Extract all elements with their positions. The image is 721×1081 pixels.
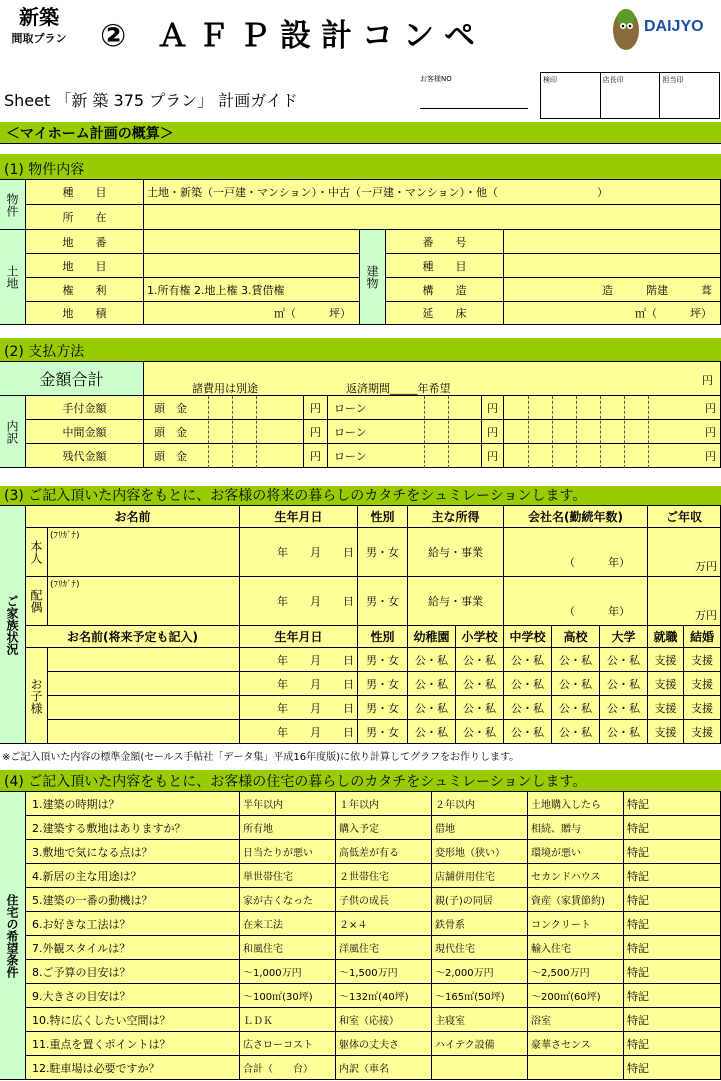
s4-option[interactable]: 子供の成長 xyxy=(336,888,432,912)
s4-option[interactable]: 合計（ 台） xyxy=(240,1056,336,1080)
s3-family-label: ご家族状況 xyxy=(0,506,26,744)
s4-option[interactable]: 資産（家賃節約) xyxy=(528,888,624,912)
s3-kid-school[interactable]: 公・私 xyxy=(600,672,648,696)
s4-option[interactable]: 和風住宅 xyxy=(240,936,336,960)
s3-self-income[interactable]: 給与・事業 xyxy=(408,528,504,577)
s3-kid-school[interactable]: 公・私 xyxy=(456,696,504,720)
s4-special[interactable]: 特記 xyxy=(624,984,721,1008)
stamp-inspection[interactable]: 検印 xyxy=(541,73,601,118)
s1-left-value[interactable] xyxy=(144,230,360,254)
s4-question: 5.建築の一番の動機は？ xyxy=(26,888,240,912)
s3-kid-name[interactable] xyxy=(48,696,240,720)
s4-option[interactable]: 広さローコスト xyxy=(240,1032,336,1056)
s4-option[interactable]: 輸入住宅 xyxy=(528,936,624,960)
s3-kids-header: 大学 xyxy=(600,626,648,648)
s3-kids-header: 小学校 xyxy=(456,626,504,648)
s4-question: 1.建築の時期は？ xyxy=(26,792,240,816)
s3-kid-name[interactable] xyxy=(48,672,240,696)
s4-option[interactable]: ～200㎡(60坪) xyxy=(528,984,624,1008)
s1-right-label: 構 造 xyxy=(386,278,504,302)
s3-kid-school[interactable]: 公・私 xyxy=(408,696,456,720)
s2-breakdown-label: 内訳 xyxy=(0,396,26,468)
s4-option[interactable]: 所有地 xyxy=(240,816,336,840)
s4-option[interactable]: 土地購入したら xyxy=(528,792,624,816)
s4-option[interactable]: ～1,000万円 xyxy=(240,960,336,984)
s3-kid-birth[interactable]: 年 月 日 xyxy=(240,696,358,720)
brand-bottom: 間取プラン xyxy=(11,32,67,45)
s2-digit-divider xyxy=(576,396,577,468)
s1-bukken-label: 物件 xyxy=(0,180,26,230)
s4-option[interactable]: 変形地（狭い） xyxy=(432,840,528,864)
s1-right-value[interactable] xyxy=(504,254,721,278)
s4-special[interactable]: 特記 xyxy=(624,816,721,840)
s4-special[interactable]: 特記 xyxy=(624,912,721,936)
s3-kid-school[interactable]: 公・私 xyxy=(600,720,648,744)
s2-row-label: 手付金額 xyxy=(26,396,144,420)
s3-kid-school[interactable]: 公・私 xyxy=(408,720,456,744)
s3-kid-birth[interactable]: 年 月 日 xyxy=(240,720,358,744)
s4-special[interactable]: 特記 xyxy=(624,936,721,960)
s2-total-yen: 円 xyxy=(702,374,713,387)
s4-special[interactable]: 特記 xyxy=(624,792,721,816)
s2-total-label: 金額合計 xyxy=(0,362,144,396)
s4-question: 3.敷地で気になる点は？ xyxy=(26,840,240,864)
s4-option[interactable]: ～2,000万円 xyxy=(432,960,528,984)
s2-digit-divider xyxy=(600,396,601,468)
s3-kid-school[interactable]: 公・私 xyxy=(552,648,600,672)
s4-special[interactable]: 特記 xyxy=(624,1032,721,1056)
s4-option[interactable]: ２年以内 xyxy=(432,792,528,816)
s4-special[interactable]: 特記 xyxy=(624,840,721,864)
s3-header: お名前 xyxy=(26,506,240,528)
s3-header: 性別 xyxy=(358,506,408,528)
s4-question: 12.駐車場は必要ですか？ xyxy=(26,1056,240,1080)
s2-row-down: 頭 金 xyxy=(144,396,304,420)
s2-digit-divider xyxy=(448,396,449,468)
s3-kid-job[interactable]: 支援 xyxy=(648,672,684,696)
s4-special[interactable]: 特記 xyxy=(624,888,721,912)
s4-option[interactable]: セカンドハウス xyxy=(528,864,624,888)
s1-right-value[interactable]: 造 階建 葺 xyxy=(504,278,721,302)
s4-special[interactable]: 特記 xyxy=(624,960,721,984)
s1-bldg-label: 建物 xyxy=(360,230,386,325)
s4-special[interactable]: 特記 xyxy=(624,1056,721,1080)
s4-option[interactable]: ～2,500万円 xyxy=(528,960,624,984)
s3-kid-birth[interactable]: 年 月 日 xyxy=(240,672,358,696)
s2-row-yen2: 円 xyxy=(482,396,504,420)
overview-bar xyxy=(0,122,721,144)
s4-option[interactable]: 豪華さセンス xyxy=(528,1032,624,1056)
s2-row-value[interactable] xyxy=(504,444,721,468)
s3-header: 会社名(勤続年数) xyxy=(504,506,648,528)
s1-left-value[interactable]: ㎡（ 坪） xyxy=(144,302,360,325)
s2-digit-divider xyxy=(624,396,625,468)
s4-option[interactable]: 鉄骨系 xyxy=(432,912,528,936)
s3-kid-school[interactable]: 公・私 xyxy=(408,672,456,696)
s2-row-loan: ローン xyxy=(328,444,482,468)
s4-question: 6.お好きな工法は？ xyxy=(26,912,240,936)
s4-side-label: 住宅の希望条件 xyxy=(0,792,26,1080)
s3-self-annual[interactable]: 万円 xyxy=(648,528,721,577)
s4-option[interactable] xyxy=(528,1056,624,1080)
s2-note: 諸費用は別途 xyxy=(192,382,258,395)
s2-row-yen1: 円 xyxy=(304,420,328,444)
customer-no-field[interactable] xyxy=(420,108,528,109)
s4-question: 8.ご予算の目安は？ xyxy=(26,960,240,984)
s3-header: 生年月日 xyxy=(240,506,358,528)
s4-option[interactable]: 家が古くなった xyxy=(240,888,336,912)
stamp-box xyxy=(540,72,720,119)
s3-self-label: 本人 xyxy=(26,528,48,577)
s1-title: (1) 物件内容 xyxy=(4,162,85,178)
s3-kid-school[interactable]: 公・私 xyxy=(600,696,648,720)
s2-digit-divider xyxy=(232,396,233,468)
s2-row-yen1: 円 xyxy=(304,444,328,468)
s1-addr-value[interactable] xyxy=(144,205,721,230)
s1-left-label: 地 積 xyxy=(26,302,144,325)
s1-type-label: 種 目 xyxy=(26,180,144,205)
s3-kid-school[interactable]: 公・私 xyxy=(504,672,552,696)
s1-right-label: 番 号 xyxy=(386,230,504,254)
s2-row-label: 中間金額 xyxy=(26,420,144,444)
s3-kid-school[interactable]: 公・私 xyxy=(408,648,456,672)
s3-spouse-company[interactable]: （ 年） xyxy=(504,577,648,626)
s4-option[interactable]: 購入予定 xyxy=(336,816,432,840)
s2-row-loan: ローン xyxy=(328,420,482,444)
s4-option[interactable]: 浴室 xyxy=(528,1008,624,1032)
s3-kid-job[interactable]: 支援 xyxy=(648,696,684,720)
s1-left-label: 権 利 xyxy=(26,278,144,302)
s3-kid-birth[interactable]: 年 月 日 xyxy=(240,648,358,672)
s2-row-value[interactable] xyxy=(504,420,721,444)
s1-left-label: 地 番 xyxy=(26,230,144,254)
s3-title-bar xyxy=(0,486,721,506)
s2-digit-divider xyxy=(424,396,425,468)
s2-row-yen1: 円 xyxy=(304,396,328,420)
s4-option[interactable]: 単世帯住宅 xyxy=(240,864,336,888)
s4-option[interactable]: ハイテク設備 xyxy=(432,1032,528,1056)
s3-self-sex[interactable]: 男・女 xyxy=(358,528,408,577)
s1-left-label: 地 目 xyxy=(26,254,144,278)
s2-digit-divider xyxy=(552,396,553,468)
s4-option[interactable]: 在来工法 xyxy=(240,912,336,936)
s3-kid-sex[interactable]: 男・女 xyxy=(358,696,408,720)
s3-footnote: ※ご記入頂いた内容の標準金額(セールス手帖社「データ集」平成16年度版)に依り計算してグラフをお作りします。 xyxy=(2,752,520,763)
s3-kids-header: 幼稚園 xyxy=(408,626,456,648)
s3-kid-school[interactable]: 公・私 xyxy=(456,720,504,744)
s4-option[interactable]: ～165㎡(50坪) xyxy=(432,984,528,1008)
s3-header: 主な所得 xyxy=(408,506,504,528)
s3-kid-school[interactable]: 公・私 xyxy=(552,720,600,744)
s2-digit-divider xyxy=(648,396,649,468)
s3-kid-marriage[interactable]: 支援 xyxy=(684,720,721,744)
s1-type-value[interactable]: 土地・新築（一戸建・マンション）・中古（一戸建・マンション）・他（ ） xyxy=(144,180,721,205)
s2-yen-suffix: 円 xyxy=(705,425,716,439)
stamp-staff[interactable]: 担当印 xyxy=(662,76,684,84)
s3-title: (3) ご記入頂いた内容をもとに、お客様の将来の暮らしのカタチをシュミレーションします。 xyxy=(4,488,587,504)
s2-row-loan: ローン xyxy=(328,396,482,420)
s4-option[interactable]: 現代住宅 xyxy=(432,936,528,960)
s2-title: (2) 支払方法 xyxy=(4,344,85,360)
s3-spouse-name[interactable]: (ﾌﾘｶﾞﾅ) xyxy=(48,577,240,626)
s3-kid-name[interactable] xyxy=(48,720,240,744)
s2-digit-divider xyxy=(528,396,529,468)
s2-title-bar xyxy=(0,338,721,362)
s3-spouse-annual[interactable]: 万円 xyxy=(648,577,721,626)
s3-kid-school[interactable]: 公・私 xyxy=(504,696,552,720)
logo xyxy=(604,4,718,54)
s3-kid-school[interactable]: 公・私 xyxy=(456,648,504,672)
brand-block xyxy=(4,4,74,54)
s2-row-down: 頭 金 xyxy=(144,444,304,468)
s4-option[interactable]: 和室（応接） xyxy=(336,1008,432,1032)
s4-option[interactable]: 環境が悪い xyxy=(528,840,624,864)
s4-question: 4.新居の主な用途は？ xyxy=(26,864,240,888)
s3-kids-header: 高校 xyxy=(552,626,600,648)
s4-option[interactable]: 親(子)の同居 xyxy=(432,888,528,912)
s4-option[interactable]: ～132㎡(40坪) xyxy=(336,984,432,1008)
s4-special[interactable]: 特記 xyxy=(624,864,721,888)
s3-spouse-birth[interactable]: 年 月 日 xyxy=(240,577,358,626)
s3-kid-sex[interactable]: 男・女 xyxy=(358,672,408,696)
s3-kids-header: 就職 xyxy=(648,626,684,648)
s3-kids-header: お名前(将来予定も記入) xyxy=(26,626,240,648)
s3-kid-marriage[interactable]: 支援 xyxy=(684,696,721,720)
s4-special[interactable]: 特記 xyxy=(624,1008,721,1032)
customer-no-label: お客様NO xyxy=(420,75,452,83)
s4-question: 2.建築する敷地はありますか？ xyxy=(26,816,240,840)
s4-option[interactable]: コンクリート xyxy=(528,912,624,936)
brand-top: 新築 xyxy=(19,5,59,29)
s3-kid-school[interactable]: 公・私 xyxy=(600,648,648,672)
s2-row-label: 残代金額 xyxy=(26,444,144,468)
s2-period: 返済期間_____年希望 xyxy=(346,382,451,395)
s3-kid-marriage[interactable]: 支援 xyxy=(684,672,721,696)
s3-kid-job[interactable]: 支援 xyxy=(648,648,684,672)
s2-row-yen2: 円 xyxy=(482,420,504,444)
s4-option[interactable]: 日当たりが悪い xyxy=(240,840,336,864)
s3-spouse-sex[interactable]: 男・女 xyxy=(358,577,408,626)
s3-kid-school[interactable]: 公・私 xyxy=(504,648,552,672)
s3-kids-header: 結婚 xyxy=(684,626,721,648)
s3-spouse-label: 配偶 xyxy=(26,577,48,626)
page-title: ② ＡＦＰ設計コンペ xyxy=(100,18,486,54)
s4-question: 7.外観スタイルは？ xyxy=(26,936,240,960)
s4-question: 11.重点を置くポイントは？ xyxy=(26,1032,240,1056)
s4-option[interactable]: 主寝室 xyxy=(432,1008,528,1032)
s1-left-value[interactable] xyxy=(144,254,360,278)
s3-self-company[interactable]: （ 年） xyxy=(504,528,648,577)
s3-kids-label: お子様 xyxy=(26,648,48,744)
s4-option[interactable]: 借地 xyxy=(432,816,528,840)
s2-row-value[interactable] xyxy=(504,396,721,420)
sheet-subtitle: Sheet 「新 築 375 プラン」 計画ガイド xyxy=(4,91,298,110)
s3-kid-school[interactable]: 公・私 xyxy=(504,720,552,744)
s4-option[interactable]: 内訳（車名 xyxy=(336,1056,432,1080)
s3-kid-job[interactable]: 支援 xyxy=(648,720,684,744)
s4-option[interactable]: 店舗併用住宅 xyxy=(432,864,528,888)
s1-right-value[interactable] xyxy=(504,230,721,254)
s4-option[interactable]: 高低差が有る xyxy=(336,840,432,864)
s3-header: ご年収 xyxy=(648,506,721,528)
s3-kid-sex[interactable]: 男・女 xyxy=(358,720,408,744)
s2-digit-divider xyxy=(256,396,257,468)
s4-option[interactable]: ＬＤＫ xyxy=(240,1008,336,1032)
s2-yen-suffix: 円 xyxy=(705,401,716,415)
s3-kid-marriage[interactable]: 支援 xyxy=(684,648,721,672)
s4-option[interactable]: 洋風住宅 xyxy=(336,936,432,960)
s4-title-bar xyxy=(0,770,721,792)
s3-kid-school[interactable]: 公・私 xyxy=(456,672,504,696)
s1-addr-label: 所 在 xyxy=(26,205,144,230)
s3-self-birth[interactable]: 年 月 日 xyxy=(240,528,358,577)
s3-kid-name[interactable] xyxy=(48,648,240,672)
s1-left-value[interactable]: 1.所有権 2.地上権 3.賃借権 xyxy=(144,278,360,302)
s1-right-value[interactable]: ㎡（ 坪） xyxy=(504,302,721,325)
s2-row-down: 頭 金 xyxy=(144,420,304,444)
s1-title-bar xyxy=(0,154,721,180)
s4-option[interactable]: １年以内 xyxy=(336,792,432,816)
s2-digit-divider xyxy=(208,396,209,468)
s4-option[interactable]: 半年以内 xyxy=(240,792,336,816)
s4-title: (4) ご記入頂いた内容をもとに、お客様の住宅の暮らしのカタチをシュミレーションします。 xyxy=(4,774,587,790)
s4-option[interactable]: ２×４ xyxy=(336,912,432,936)
s3-kids-header: 中学校 xyxy=(504,626,552,648)
s3-spouse-income[interactable]: 給与・事業 xyxy=(408,577,504,626)
s4-option[interactable]: ２世帯住宅 xyxy=(336,864,432,888)
logo-text: DAIJYO xyxy=(644,18,704,35)
s4-option[interactable]: 相続、贈与 xyxy=(528,816,624,840)
s1-land-label: 土地 xyxy=(0,230,26,325)
s1-right-label: 種 目 xyxy=(386,254,504,278)
s4-option[interactable]: 躯体の丈夫さ xyxy=(336,1032,432,1056)
stamp-manager[interactable]: 店長印 xyxy=(601,73,661,118)
s4-option[interactable]: ～1,500万円 xyxy=(336,960,432,984)
s3-kids-header: 生年月日 xyxy=(240,626,358,648)
s4-question: 9.大きさの目安は？ xyxy=(26,984,240,1008)
s3-kid-sex[interactable]: 男・女 xyxy=(358,648,408,672)
s4-option[interactable]: ～100㎡(30坪) xyxy=(240,984,336,1008)
overview-title: ＜マイホーム計画の概算＞ xyxy=(6,125,174,142)
s4-question: 10.特に広くしたい空間は？ xyxy=(26,1008,240,1032)
s2-row-yen2: 円 xyxy=(482,444,504,468)
s4-option[interactable] xyxy=(432,1056,528,1080)
s3-kid-school[interactable]: 公・私 xyxy=(552,696,600,720)
s1-right-label: 延 床 xyxy=(386,302,504,325)
s3-kid-school[interactable]: 公・私 xyxy=(552,672,600,696)
s2-yen-suffix: 円 xyxy=(705,449,716,463)
s3-kids-header: 性別 xyxy=(358,626,408,648)
s3-self-name[interactable]: (ﾌﾘｶﾞﾅ) xyxy=(48,528,240,577)
